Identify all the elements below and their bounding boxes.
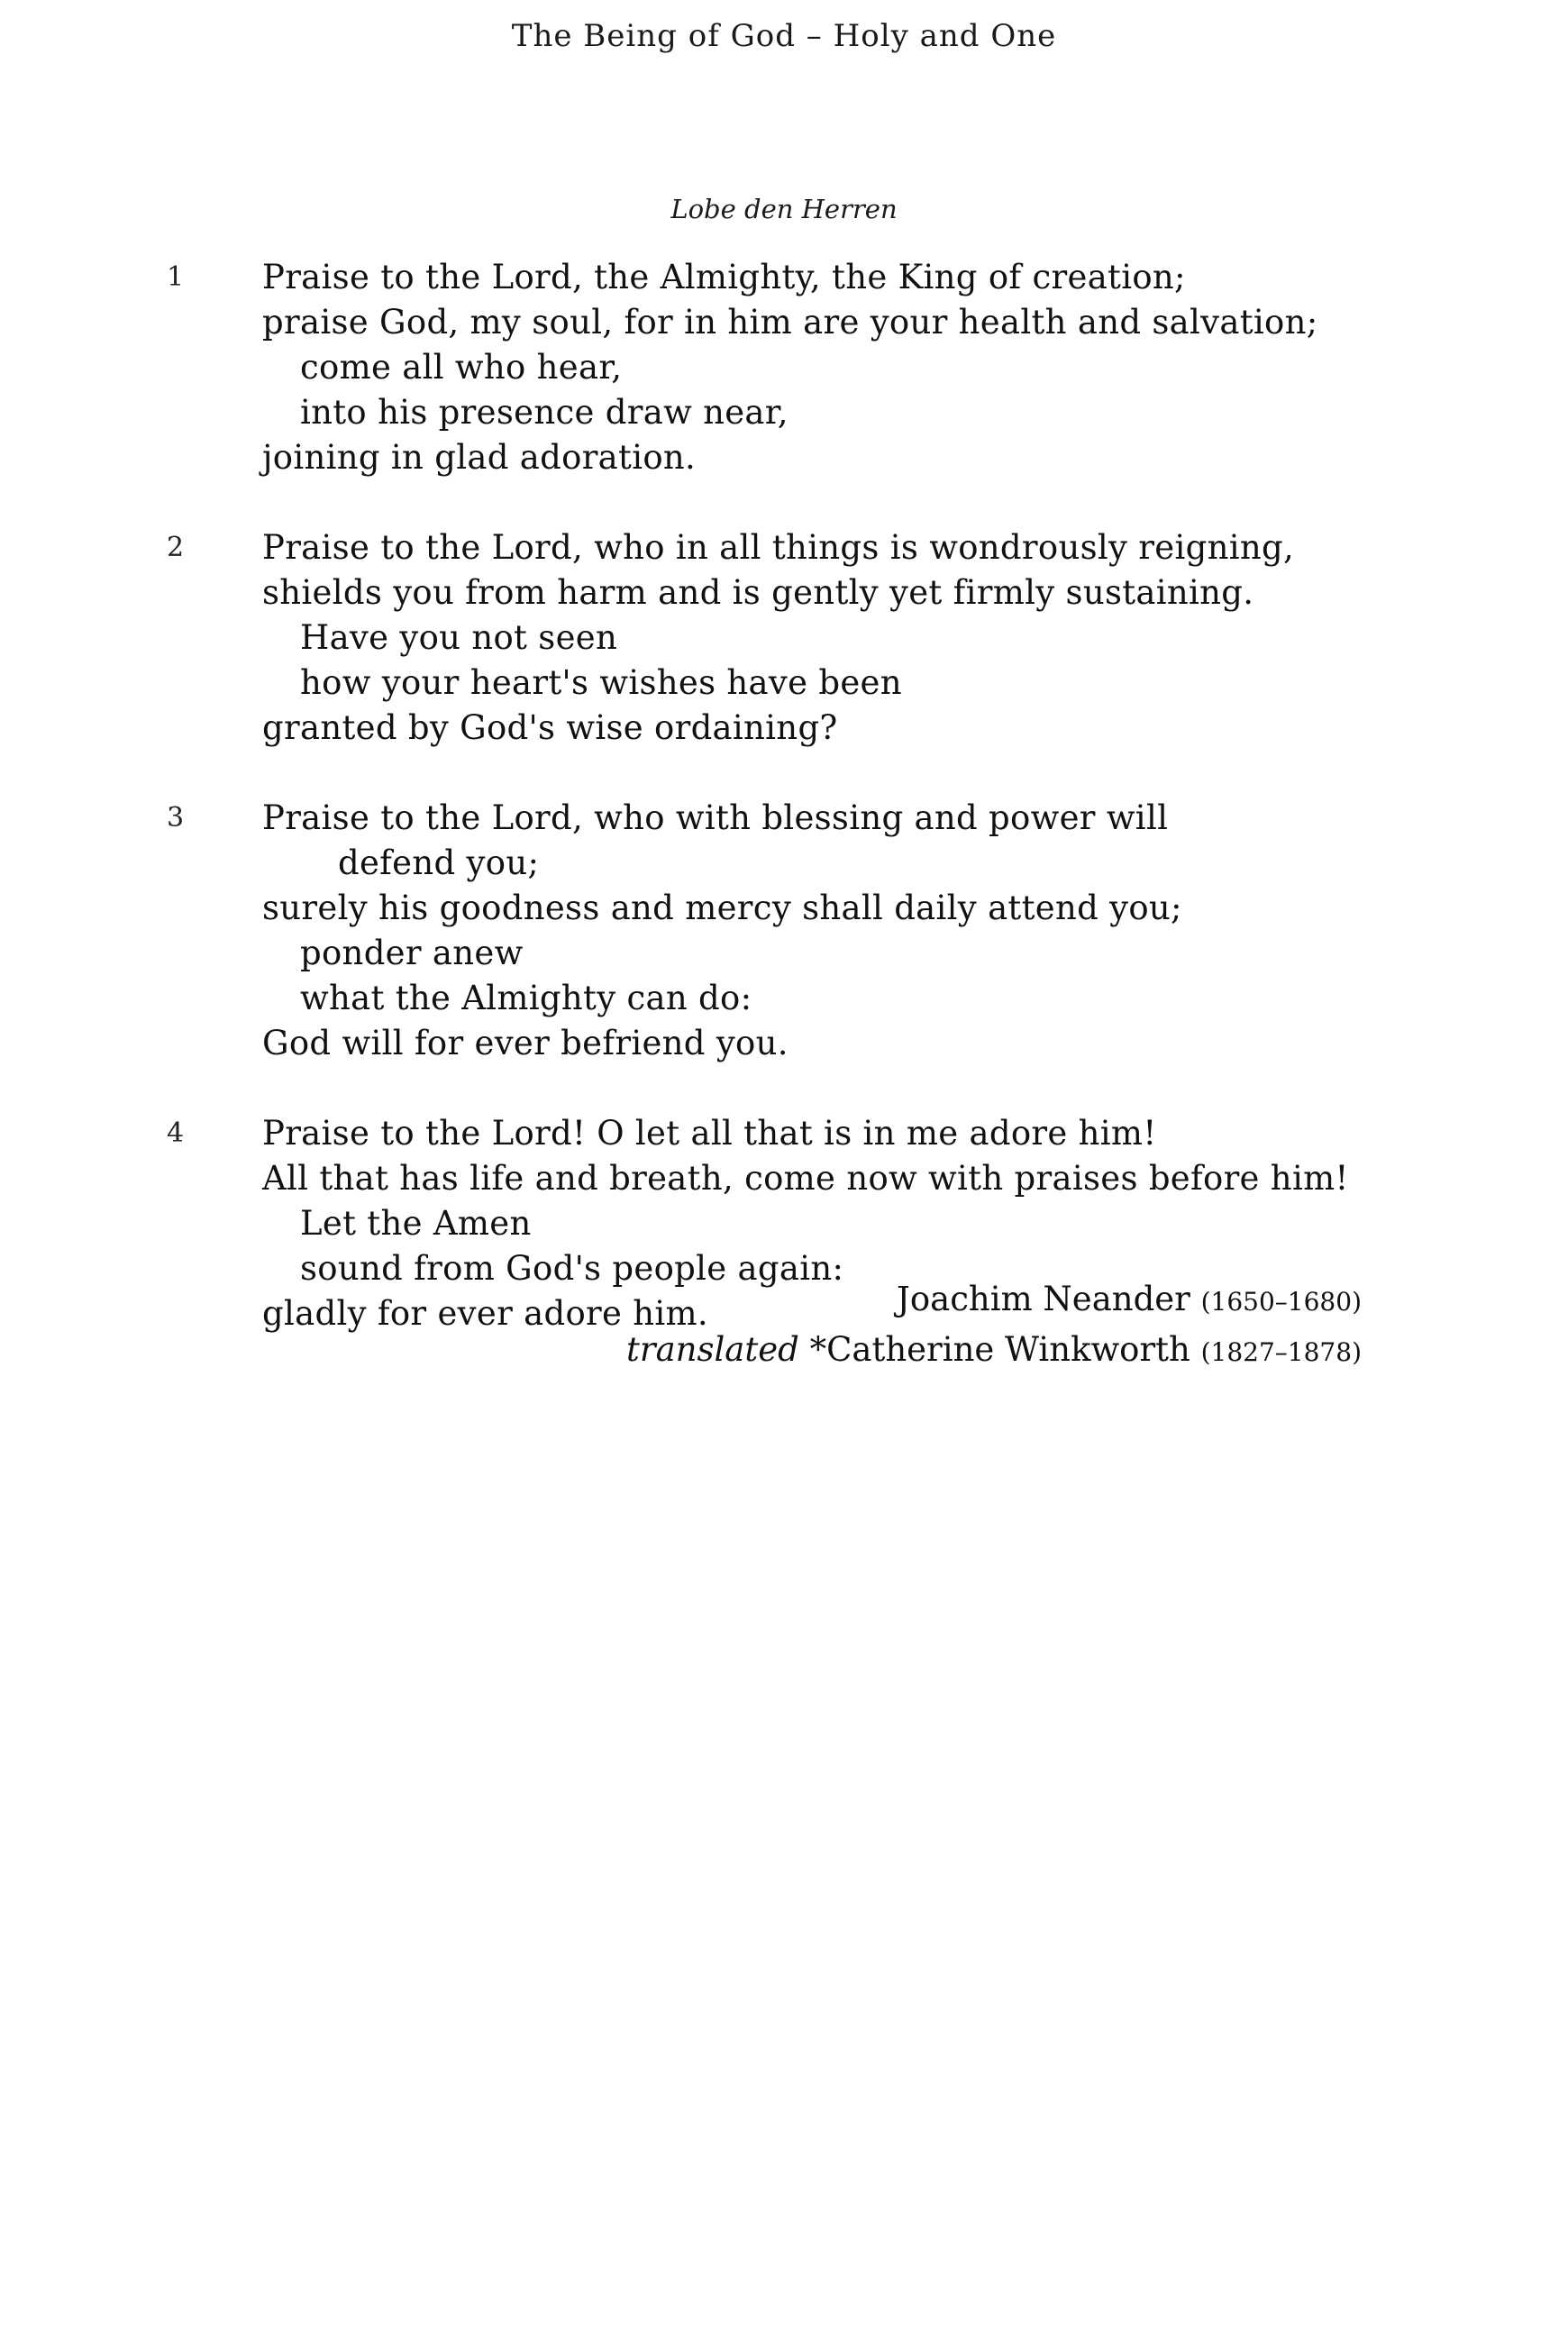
verse-lines: [262, 255, 1568, 480]
verse-line: God will for ever befriend you.: [262, 1024, 789, 1062]
verse: [0, 255, 1568, 480]
verse-line: into his presence draw near,: [300, 393, 789, 432]
verse-line: surely his goodness and mercy shall daily attend you;: [262, 889, 1182, 927]
verse-line: granted by God's wise ordaining?: [262, 708, 838, 747]
verse-line: defend you;: [338, 843, 540, 882]
verse-number: 1: [167, 261, 185, 293]
verse: [0, 796, 1568, 1066]
verse-line: Praise to the Lord, who with blessing and power will: [262, 798, 1169, 837]
translator-line: [626, 1326, 1362, 1376]
verse-number: 4: [167, 1117, 185, 1149]
hymn-verses: [0, 255, 1568, 1381]
running-header: The Being of God – Holy and One: [511, 18, 1057, 54]
author-dates: (1650–1680): [1200, 1287, 1362, 1317]
verse-line: Praise to the Lord, who in all things is wondrously reigning,: [262, 528, 1295, 567]
verse-line: joining in glad adoration.: [262, 438, 697, 477]
verse: [0, 525, 1568, 751]
verse-line: what the Almighty can do:: [300, 979, 752, 1017]
verse-line: Praise to the Lord! O let all that is in me adore him!: [262, 1114, 1157, 1153]
verse-line: ponder anew: [300, 934, 524, 972]
verse-lines: [262, 796, 1568, 1066]
verse-number: 2: [167, 532, 185, 563]
verse-line: praise God, my soul, for in him are your health and salvation;: [262, 303, 1318, 342]
translator-name: *Catherine Winkworth: [809, 1330, 1190, 1369]
verse-line: shields you from harm and is gently yet firmly sustaining.: [262, 573, 1254, 612]
verse-line: Praise to the Lord, the Almighty, the King of creation;: [262, 258, 1186, 296]
verse-line: gladly for ever adore him.: [262, 1294, 708, 1333]
translated-label: translated: [626, 1330, 799, 1369]
verse-line: All that has life and breath, come now with praises before him!: [262, 1159, 1349, 1198]
attribution: [626, 1275, 1362, 1376]
verse-line: come all who hear,: [300, 348, 623, 387]
verse-number: 3: [167, 802, 185, 834]
author-name: Joachim Neander: [897, 1280, 1190, 1318]
verse-line: Let the Amen: [300, 1204, 532, 1243]
translator-dates: (1827–1878): [1200, 1337, 1362, 1367]
verse-line: sound from God's people again:: [300, 1249, 844, 1288]
verse-line: Have you not seen: [300, 618, 618, 657]
verse-line: how your heart's wishes have been: [300, 663, 902, 702]
author-line: [626, 1275, 1362, 1326]
verse-lines: [262, 525, 1568, 751]
tune-name: Lobe den Herren: [670, 194, 898, 224]
